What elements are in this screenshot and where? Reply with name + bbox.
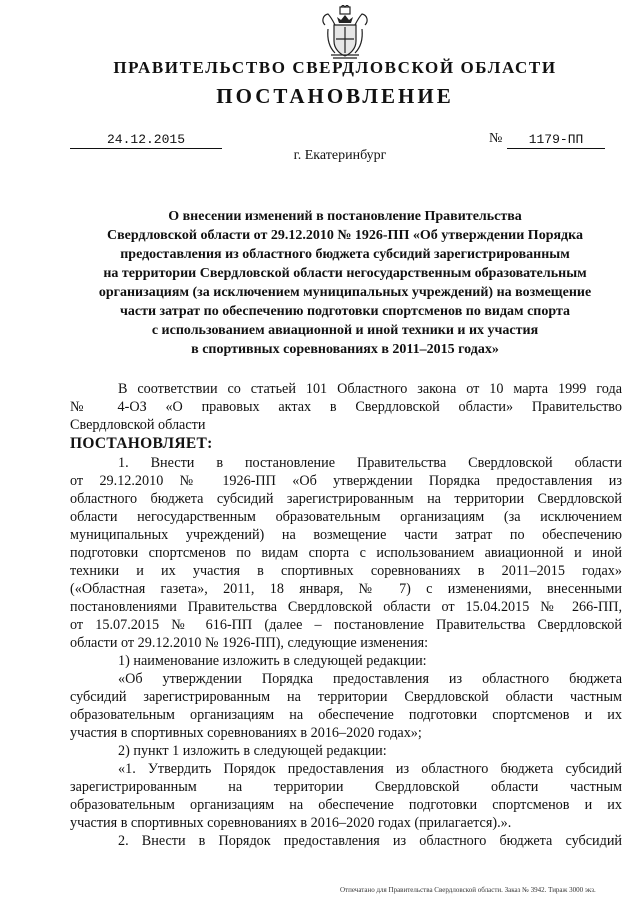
- title-line: предоставления из областного бюджета субсидий зарегистрированным: [120, 247, 570, 262]
- subitem2-line: участия в спортивных соревнованиях в 2016–2020 годах (прилагается).».: [70, 815, 512, 831]
- subitem1-line: образовательным организациям на обеспечение подготовки спортсменов и их: [70, 707, 622, 723]
- subitem2-line: зарегистрированным на территории Свердловской области частным: [70, 779, 622, 795]
- subitem1-intro: 1) наименование изложить в следующей редакции:: [118, 653, 427, 669]
- decree-number: 1179-ПП: [507, 132, 605, 149]
- item1-line: области от 29.12.2010 № 1926-ПП), следующие изменения:: [70, 635, 429, 651]
- coat-of-arms-icon: [319, 5, 371, 61]
- title-line: в спортивных соревнованиях в 2011–2015 годах»: [191, 342, 499, 357]
- item1-line: от 15.07.2015 № 616-ПП (далее – постановление Правительства Свердловской: [70, 617, 622, 633]
- item1-line: от 29.12.2010 № 1926-ПП «Об утверждении Порядка предоставления из: [70, 473, 622, 489]
- title-line: О внесении изменений в постановление Правительства: [168, 209, 522, 224]
- preamble-line: В соответствии со статьей 101 Областного закона от 10 марта 1999 года: [118, 381, 622, 397]
- subitem1-line: субсидий зарегистрированным на территории Свердловской области частным: [70, 689, 622, 705]
- preamble-line: № 4-ОЗ «О правовых актах в Свердловской области» Правительство: [70, 399, 622, 415]
- item1-line: муниципальных учреждений) на возмещение части затрат по обеспечению: [70, 527, 622, 543]
- decree-date: 24.12.2015: [70, 132, 222, 149]
- item1-line: области негосударственным образовательным организациям (за исключением: [70, 509, 622, 525]
- subitem1-line: «Об утверждении Порядка предоставления из областного бюджета: [118, 671, 622, 687]
- title-line: с использованием авиационной и иной техники и их участия: [151, 323, 539, 338]
- item2-line: 2. Внести в Порядок предоставления из областного бюджета субсидий: [118, 833, 622, 849]
- subitem2-line: образовательным организациям на обеспечение подготовки спортсменов и их: [70, 797, 622, 813]
- title-line: Свердловской области от 29.12.2010 № 1926-ПП «Об утверждении Порядка: [107, 228, 583, 243]
- item1-line: областного бюджета субсидий зарегистрированным на территории Свердловской: [70, 491, 622, 507]
- decree-word: ПОСТАНОВЛЯЕТ:: [70, 435, 213, 452]
- government-name: ПРАВИТЕЛЬСТВО СВЕРДЛОВСКОЙ ОБЛАСТИ: [113, 58, 557, 77]
- number-label: №: [489, 131, 503, 146]
- title-line: на территории Свердловской области негосударственным образовательным: [103, 266, 587, 281]
- decree-body: [70, 380, 622, 850]
- city: г. Екатеринбург: [293, 148, 387, 163]
- title-line: организациям (за исключением муниципальных учреждений) на возмещение: [98, 285, 592, 300]
- item1-line: подготовки спортсменов по видам спорта с использованием авиационной и иной: [70, 545, 622, 561]
- subitem2-line: «1. Утвердить Порядок предоставления из областного бюджета субсидий: [118, 761, 622, 777]
- print-footer: Отпечатано для Правительства Свердловской области. Заказ № 3942. Тираж 3000 экз.: [340, 886, 596, 894]
- subitem2-intro: 2) пункт 1 изложить в следующей редакции:: [118, 743, 387, 759]
- decree-title: [70, 207, 620, 359]
- title-line: части затрат по обеспечению подготовки спортсменов по видам спорта: [119, 304, 571, 319]
- item1-line: 1. Внести в постановление Правительства Свердловской области: [118, 455, 622, 471]
- item1-line: техники и их участия в спортивных соревнованиях в 2011–2015 годах»: [70, 563, 622, 579]
- item1-line: («Областная газета», 2011, 18 января, № 7) с изменениями, внесенными: [70, 581, 622, 597]
- item1-line: постановлениями Правительства Свердловской области от 15.04.2015 № 266-ПП,: [70, 599, 622, 615]
- document-type: ПОСТАНОВЛЕНИЕ: [216, 84, 454, 108]
- subitem1-line: участия в спортивных соревнованиях в 2016–2020 годах»;: [70, 725, 422, 741]
- preamble-line: Свердловской области: [70, 417, 206, 433]
